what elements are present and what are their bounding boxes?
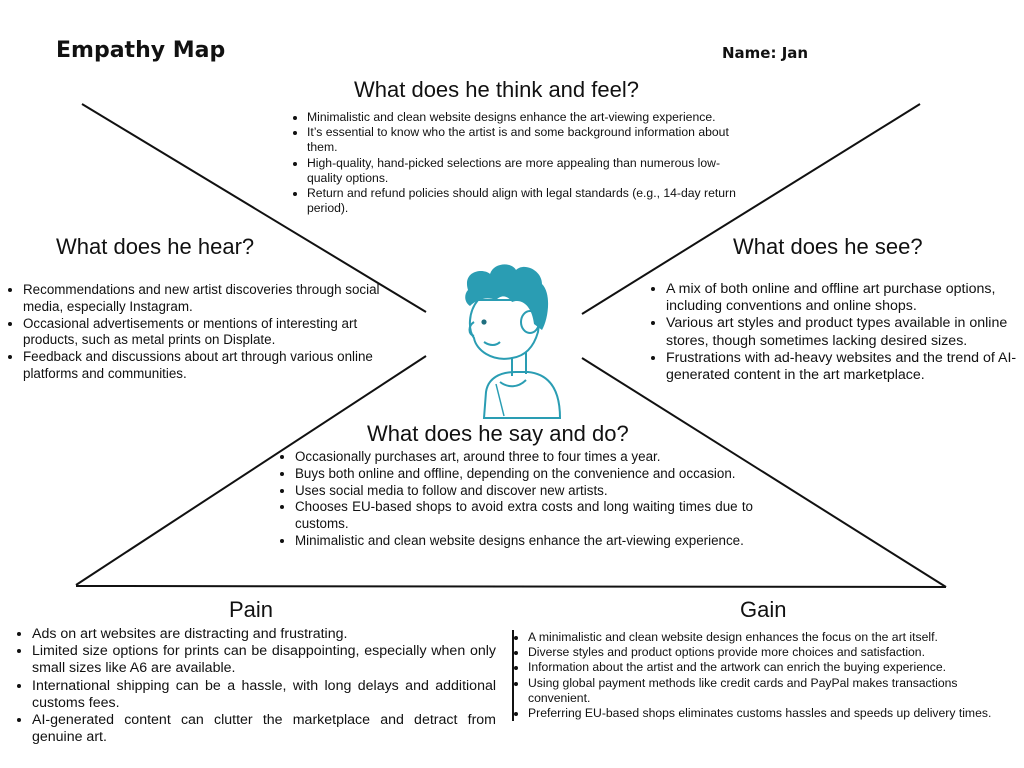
list-item: • Using global payment methods like credit cards and PayPal makes transactions convenient. (528, 676, 1020, 706)
list-item: • It’s essential to know who the artist is and some background information about them. (307, 125, 751, 155)
list-item: • Minimalistic and clean website designs enhance the art-viewing experience. (307, 110, 751, 125)
see-section (648, 281, 1018, 384)
persona-avatar-illustration (465, 264, 560, 418)
persona-name: Name: Jan (722, 44, 809, 62)
pain-list (14, 626, 496, 746)
think-feel-section (289, 110, 751, 216)
list-item: • Occasionally purchases art, around three to four times a year. (295, 449, 753, 466)
base-line (76, 586, 946, 587)
hear-section (5, 282, 397, 383)
page-title: Empathy Map (56, 38, 226, 63)
list-item: • A mix of both online and offline art purchase options, including conventions and online shops. (666, 281, 1018, 315)
list-item: • A minimalistic and clean website design enhances the focus on the art itself. (528, 630, 1020, 645)
list-item: • Minimalistic and clean website designs enhance the art-viewing experience. (295, 533, 753, 550)
list-item: • Information about the artist and the artwork can enrich the buying experience. (528, 660, 1020, 675)
think-feel-list (289, 110, 751, 216)
hear-heading: What does he hear? (56, 234, 255, 259)
list-item: • Frustrations with ad-heavy websites and the trend of AI-generated content in the art marketplace. (666, 350, 1018, 384)
list-item: • Diverse styles and product options provide more choices and satisfaction. (528, 645, 1020, 660)
say-do-heading: What does he say and do? (367, 421, 629, 446)
list-item: • Buys both online and offline, depending on the convenience and occasion. (295, 466, 753, 483)
think-feel-heading: What does he think and feel? (354, 77, 639, 102)
list-item: • International shipping can be a hassle, with long delays and additional customs fees. (32, 678, 496, 712)
list-item: • Limited size options for prints can be disappointing, especially when only small sizes like A6 are available. (32, 643, 496, 677)
list-item: • Return and refund policies should align with legal standards (e.g., 14-day return period). (307, 186, 751, 216)
see-list (648, 281, 1018, 384)
list-item: • Feedback and discussions about art through various online platforms and communities. (23, 349, 397, 383)
see-heading: What does he see? (733, 234, 923, 259)
list-item: • Recommendations and new artist discoveries through social media, especially Instagram. (23, 282, 397, 316)
list-item: • Ads on art websites are distracting and frustrating. (32, 626, 496, 643)
list-item: • Preferring EU-based shops eliminates customs hassles and speeds up delivery times. (528, 706, 1020, 721)
pain-heading: Pain (229, 597, 274, 622)
say-do-list (277, 449, 753, 550)
pain-section (14, 626, 496, 746)
gain-list (512, 630, 1020, 721)
list-item: • Various art styles and product types available in online stores, though sometimes lacking desired sizes. (666, 315, 1018, 349)
gain-section (512, 630, 1020, 721)
list-item: • Uses social media to follow and discover new artists. (295, 483, 753, 500)
list-item: • High-quality, hand-picked selections are more appealing than numerous low-quality options. (307, 156, 751, 186)
say-do-section (277, 449, 753, 550)
list-item: • Occasional advertisements or mentions of interesting art products, such as metal prints on Displate. (23, 316, 397, 350)
list-item: • AI-generated content can clutter the marketplace and detract from genuine art. (32, 712, 496, 746)
hear-list (5, 282, 397, 383)
gain-heading: Gain (740, 597, 787, 622)
list-item: • Chooses EU-based shops to avoid extra costs and long waiting times due to customs. (295, 499, 753, 533)
